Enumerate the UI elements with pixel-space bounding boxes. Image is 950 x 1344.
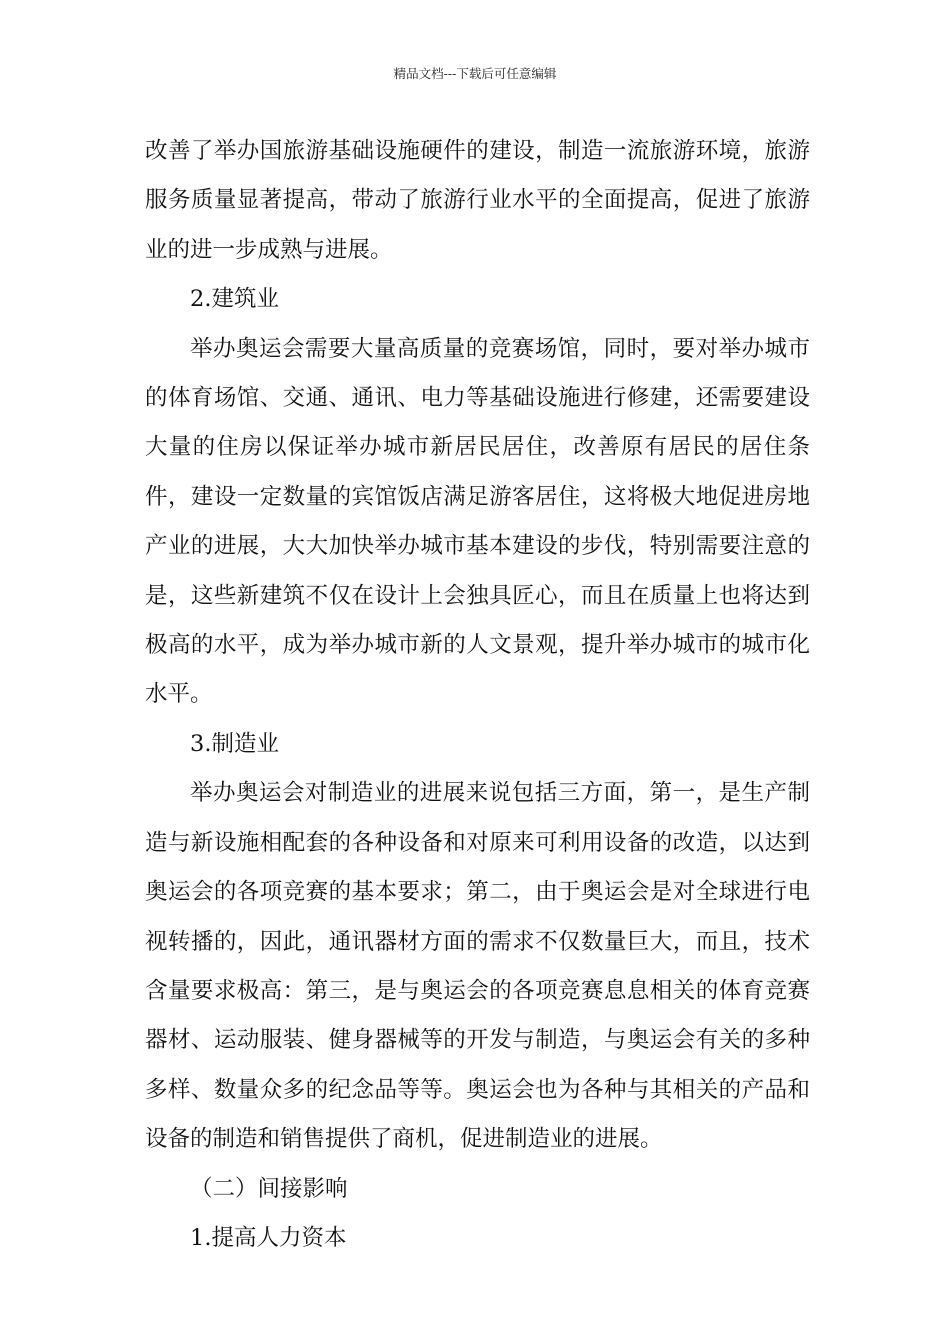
paragraph-tourism-continued: 改善了举办国旅游基础设施硬件的建设，制造一流旅游环境，旅游服务质量显著提高，带动了旅游行业水平的全面提高，促进了旅游业的进一步成熟与进展。 bbox=[145, 138, 810, 263]
page-header: 精品文档---下载后可任意编辑 bbox=[393, 66, 557, 81]
section-heading-manufacturing: 3.制造业 bbox=[190, 730, 279, 757]
paragraph-construction: 举办奥运会需要大量高质量的竞赛场馆，同时，要对举办城市的体育场馆、交通、通讯、电力等基础设施进行修建，还需要建设大量的住房以保证举办城市新居民居住，改善原有居民的居住条件，建设一定数量的宾馆饭店满足游客居住，这将极大地促进房地产业的进展，大大加快举办城市基本建设的步伐，特别需要注意的是，这些新建筑不仅在设计上会独具匠心，而且在质量上也将达到极高的水平，成为举办城市新的人文景观，提升举办城市的城市化水平。 bbox=[145, 335, 810, 708]
section-heading-construction: 2.建筑业 bbox=[190, 286, 279, 313]
section-heading-human-capital: 1.提高人力资本 bbox=[190, 1224, 347, 1251]
paragraph-manufacturing: 举办奥运会对制造业的进展来说包括三方面，第一，是生产制造与新设施相配套的各种设备和对原来可利用设备的改造，以达到奥运会的各项竞赛的基本要求；第二，由于奥运会是对全球进行电视转播的，因此，通讯器材方面的需求不仅数量巨大，而且，技术含量要求极高：第三，是与奥运会的各项竞赛息息相关的体育竞赛器材、运动服装、健身器械等的开发与制造，与奥运会有关的多种多样、数量众多的纪念品等等。奥运会也为各种与其相关的产品和设备的制造和销售提供了商机，促进制造业的进展。 bbox=[145, 780, 810, 1153]
document-body bbox=[145, 127, 810, 1263]
section-heading-indirect-impact: （二）间接影响 bbox=[190, 1175, 348, 1202]
